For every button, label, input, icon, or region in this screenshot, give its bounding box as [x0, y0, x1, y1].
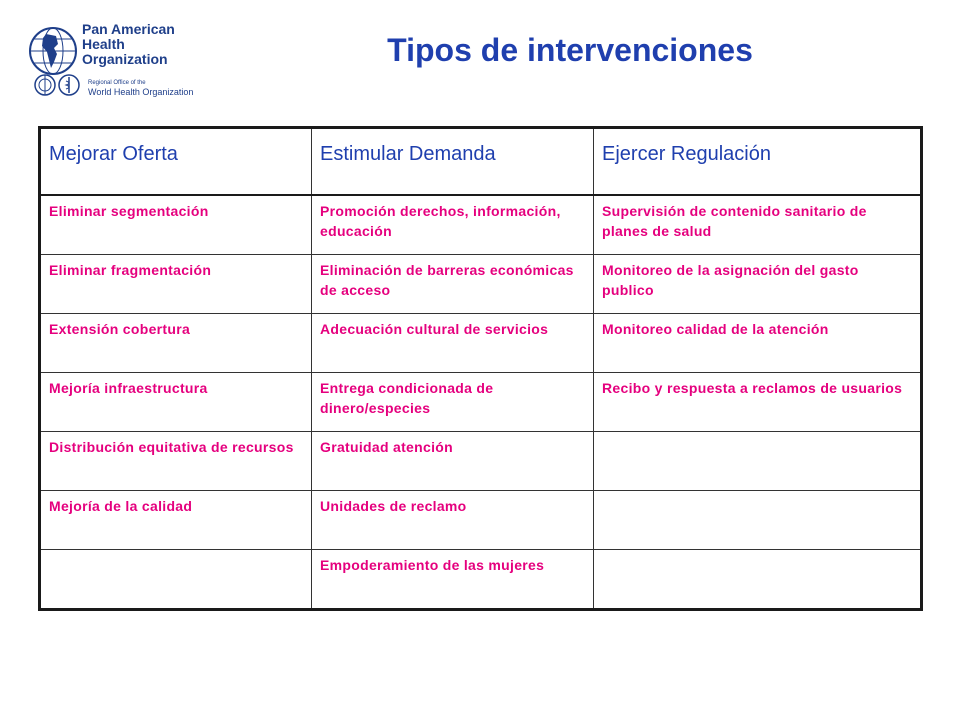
table-cell	[40, 550, 312, 610]
logo-subtext-2: World Health Organization	[88, 87, 194, 97]
table-cell: Monitoreo de la asignación del gasto publico	[594, 255, 922, 314]
table-cell: Recibo y respuesta a reclamos de usuarios	[594, 373, 922, 432]
logo-subtext-1: Regional Office of the	[88, 80, 146, 86]
table-cell: Eliminación de barreras económicas de acceso	[312, 255, 594, 314]
who-emblem-icon	[58, 74, 80, 96]
table-cell: Promoción derechos, información, educación	[312, 195, 594, 255]
interventions-table	[38, 126, 923, 611]
header-ejercer-regulacion: Ejercer Regulación	[594, 128, 922, 196]
table-cell: Entrega condicionada de dinero/especies	[312, 373, 594, 432]
table-cell	[594, 491, 922, 550]
header-estimular-demanda: Estimular Demanda	[312, 128, 594, 196]
table-row	[40, 491, 922, 550]
table-cell: Adecuación cultural de servicios	[312, 314, 594, 373]
paho-logo	[28, 22, 208, 100]
table-row	[40, 195, 922, 255]
table-cell	[594, 432, 922, 491]
table-row	[40, 432, 922, 491]
table-cell: Distribución equitativa de recursos	[40, 432, 312, 491]
table-header-row	[40, 128, 922, 196]
table-cell: Mejoría infraestructura	[40, 373, 312, 432]
table-row	[40, 373, 922, 432]
header-mejorar-oferta: Mejorar Oferta	[40, 128, 312, 196]
table-cell: Eliminar segmentación	[40, 195, 312, 255]
logo-text-line1: Pan American	[82, 21, 175, 37]
logo-text-line2: Health	[82, 36, 125, 52]
table-row	[40, 314, 922, 373]
emblem-icon	[34, 74, 56, 96]
table-cell: Extensión cobertura	[40, 314, 312, 373]
table-cell: Mejoría de la calidad	[40, 491, 312, 550]
globe-icon	[28, 26, 78, 76]
table-cell: Unidades de reclamo	[312, 491, 594, 550]
table-row	[40, 550, 922, 610]
table-cell: Empoderamiento de las mujeres	[312, 550, 594, 610]
table-cell	[594, 550, 922, 610]
table-row	[40, 255, 922, 314]
table-cell: Gratuidad atención	[312, 432, 594, 491]
table-cell: Supervisión de contenido sanitario de planes de salud	[594, 195, 922, 255]
table-cell: Monitoreo calidad de la atención	[594, 314, 922, 373]
page-title: Tipos de intervenciones	[387, 32, 753, 68]
logo-text-line3: Organization	[82, 51, 168, 67]
table-cell: Eliminar fragmentación	[40, 255, 312, 314]
